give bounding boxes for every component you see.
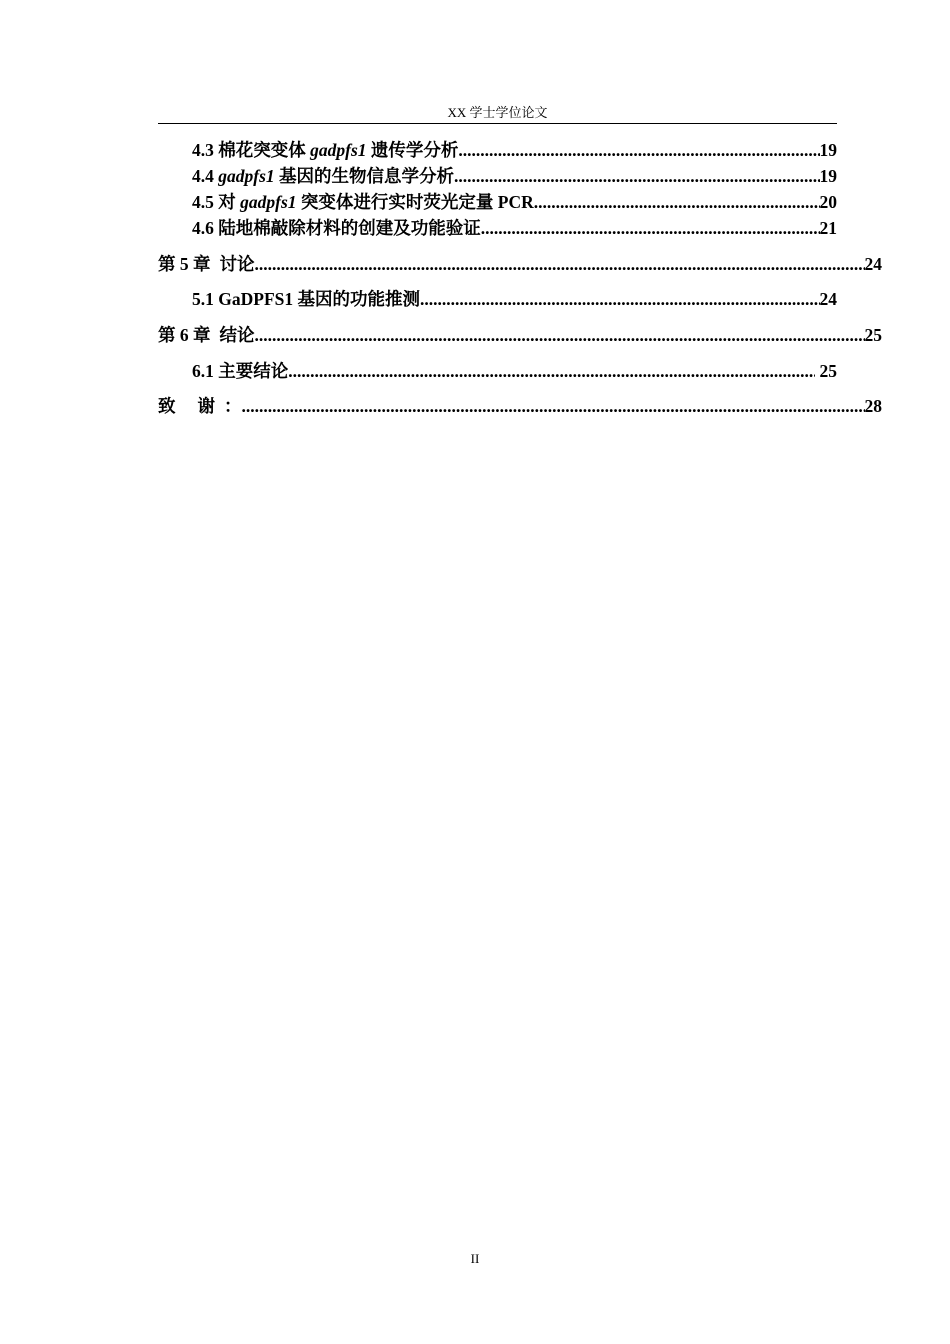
toc-entry-title: 4.6 陆地棉敲除材料的创建及功能验证 [192, 218, 481, 238]
dot-leader [454, 165, 819, 187]
toc-entry-4-3[interactable] [192, 139, 837, 161]
dot-leader [458, 139, 819, 161]
toc-page-number: 24 [819, 289, 837, 309]
dot-leader [420, 288, 820, 310]
toc-entry-4-6[interactable] [192, 217, 837, 239]
toc-chapter-5[interactable] [158, 253, 882, 275]
toc-entry-5-1[interactable] [192, 288, 837, 310]
toc-page-number: 25 [815, 361, 837, 381]
toc-entry-title: 4.3 棉花突变体 gadpfs1 遗传学分析 [192, 140, 459, 160]
toc-page-number: 19 [819, 140, 837, 160]
toc-entry-4-4[interactable] [192, 165, 837, 187]
dot-leader [255, 253, 865, 275]
toc-entry-title: 4.4 gadpfs1 基因的生物信息学分析 [192, 166, 455, 186]
dot-leader [288, 360, 815, 382]
toc-entry-title: 6.1 主要结论 [192, 361, 289, 381]
toc-entry-title: 5.1 GaDPFS1 基因的功能推测 [192, 289, 420, 309]
toc-page-number: 25 [864, 325, 882, 345]
toc-chapter-6[interactable] [158, 324, 882, 346]
toc-page-number: 21 [819, 218, 837, 238]
dot-leader [255, 324, 865, 346]
toc-entry-title: 第 5 章 讨论 [158, 254, 255, 274]
toc-acknowledgements[interactable] [158, 395, 882, 417]
toc-page-number: 19 [819, 166, 837, 186]
toc-entry-4-5[interactable] [192, 191, 837, 213]
toc-page-number: 24 [864, 254, 882, 274]
toc-entry-6-1[interactable] [192, 360, 837, 382]
toc-page-number: 20 [819, 192, 837, 212]
toc-entry-title: 第 6 章 结论 [158, 325, 255, 345]
toc-page-number: 28 [864, 396, 882, 416]
toc-entry-title: 致 谢 ： [158, 396, 242, 416]
dot-leader [242, 395, 865, 417]
page-number-footer: II [470, 1251, 480, 1266]
toc-entry-title: 4.5 对 gadpfs1 突变体进行实时荧光定量 PCR [192, 192, 534, 212]
dot-leader [534, 191, 820, 213]
dot-leader [481, 217, 820, 239]
running-header: XX 学士学位论文 [158, 104, 837, 124]
